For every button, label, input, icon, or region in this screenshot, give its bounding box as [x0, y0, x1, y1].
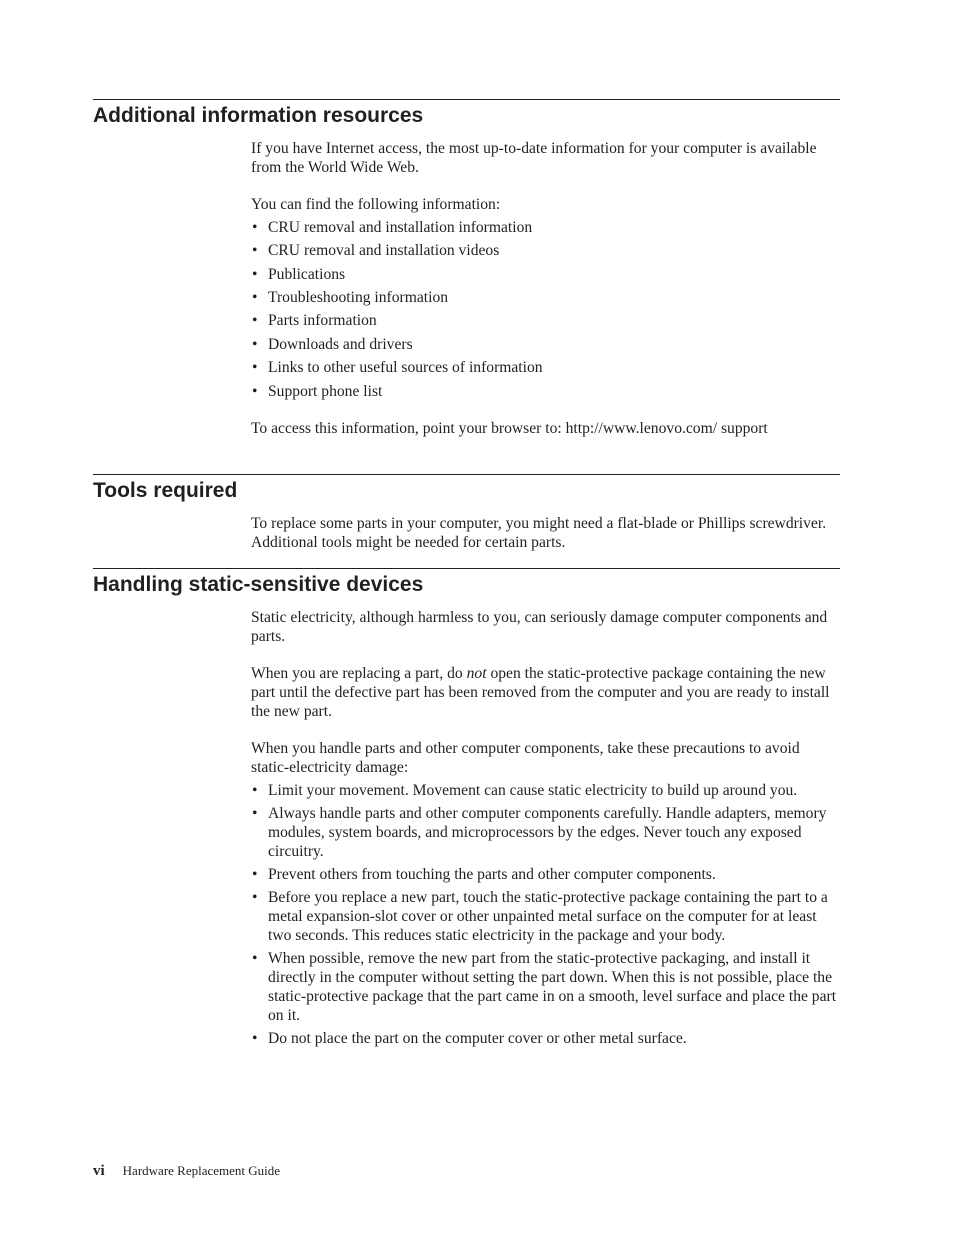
section-heading: Handling static-sensitive devices — [93, 573, 424, 596]
tools-paragraph: To replace some parts in your computer, you might need a flat-blade or Phillips screwdriver. Additional tools might be needed for certain parts. — [251, 515, 827, 551]
list-item: • Before you replace a new part, touch the static-protective package containing the part to a metal expansion-slot cover or other unpainted metal surface on the computer for at least two seconds. This reduces static electricity in the package and your body. — [251, 889, 840, 945]
resource-list — [251, 219, 840, 402]
footer-doc-title: Hardware Replacement Guide — [122, 1163, 281, 1178]
section-additional-resources — [93, 99, 840, 457]
list-item: • Troubleshooting information — [251, 289, 840, 308]
section-tools-required — [93, 474, 840, 571]
text-run: When you are replacing a part, do — [251, 665, 467, 683]
section-body — [251, 140, 840, 439]
static-paragraph-3: When you handle parts and other computer components, take these precautions to avoid static-electricity damage: — [251, 739, 800, 776]
section-heading: Tools required — [93, 479, 238, 502]
text-run: open the static-protective package containing the new part until the defective part has been removed from the computer and you are ready to install the new part. — [251, 665, 830, 720]
precautions-list — [251, 782, 840, 1049]
list-item: • Do not place the part on the computer cover or other metal surface. — [251, 1030, 840, 1049]
section-body — [251, 609, 840, 1049]
list-item: • Links to other useful sources of information — [251, 359, 840, 378]
section-body — [251, 515, 840, 553]
list-item: • Always handle parts and other computer components carefully. Handle adapters, memory modules, system boards, and microprocessors by the edges. Never touch any exposed circuitry. — [251, 805, 840, 861]
static-paragraph-2 — [251, 665, 840, 721]
static-paragraph-1: Static electricity, although harmless to you, can seriously damage computer components and parts. — [251, 609, 828, 645]
list-lead: You can find the following information: — [251, 196, 501, 214]
list-item: • Limit your movement. Movement can cause static electricity to build up around you. — [251, 782, 840, 801]
list-item: • CRU removal and installation information — [251, 219, 840, 238]
list-item: • Prevent others from touching the parts and other computer components. — [251, 866, 840, 885]
list-item: • Publications — [251, 266, 840, 285]
list-item: • Downloads and drivers — [251, 336, 840, 355]
section-static-sensitive — [93, 568, 840, 1067]
list-item: • CRU removal and installation videos — [251, 242, 840, 261]
emphasis-text: not — [466, 665, 487, 683]
list-item: • Support phone list — [251, 383, 840, 402]
page-footer — [93, 1162, 280, 1180]
access-paragraph: To access this information, point your browser to: http://www.lenovo.com/ support — [251, 419, 768, 437]
section-heading: Additional information resources — [93, 104, 424, 127]
page-number: vi — [93, 1163, 105, 1179]
list-item: • When possible, remove the new part from the static-protective packaging, and install it directly in the computer without setting the part down. When this is not possible, place the static-protective package that the part came in on a smooth, level surface and place the part on it. — [251, 950, 840, 1025]
intro-paragraph: If you have Internet access, the most up-to-date information for your computer is available from the World Wide Web. — [251, 140, 817, 176]
list-item: • Parts information — [251, 312, 840, 331]
